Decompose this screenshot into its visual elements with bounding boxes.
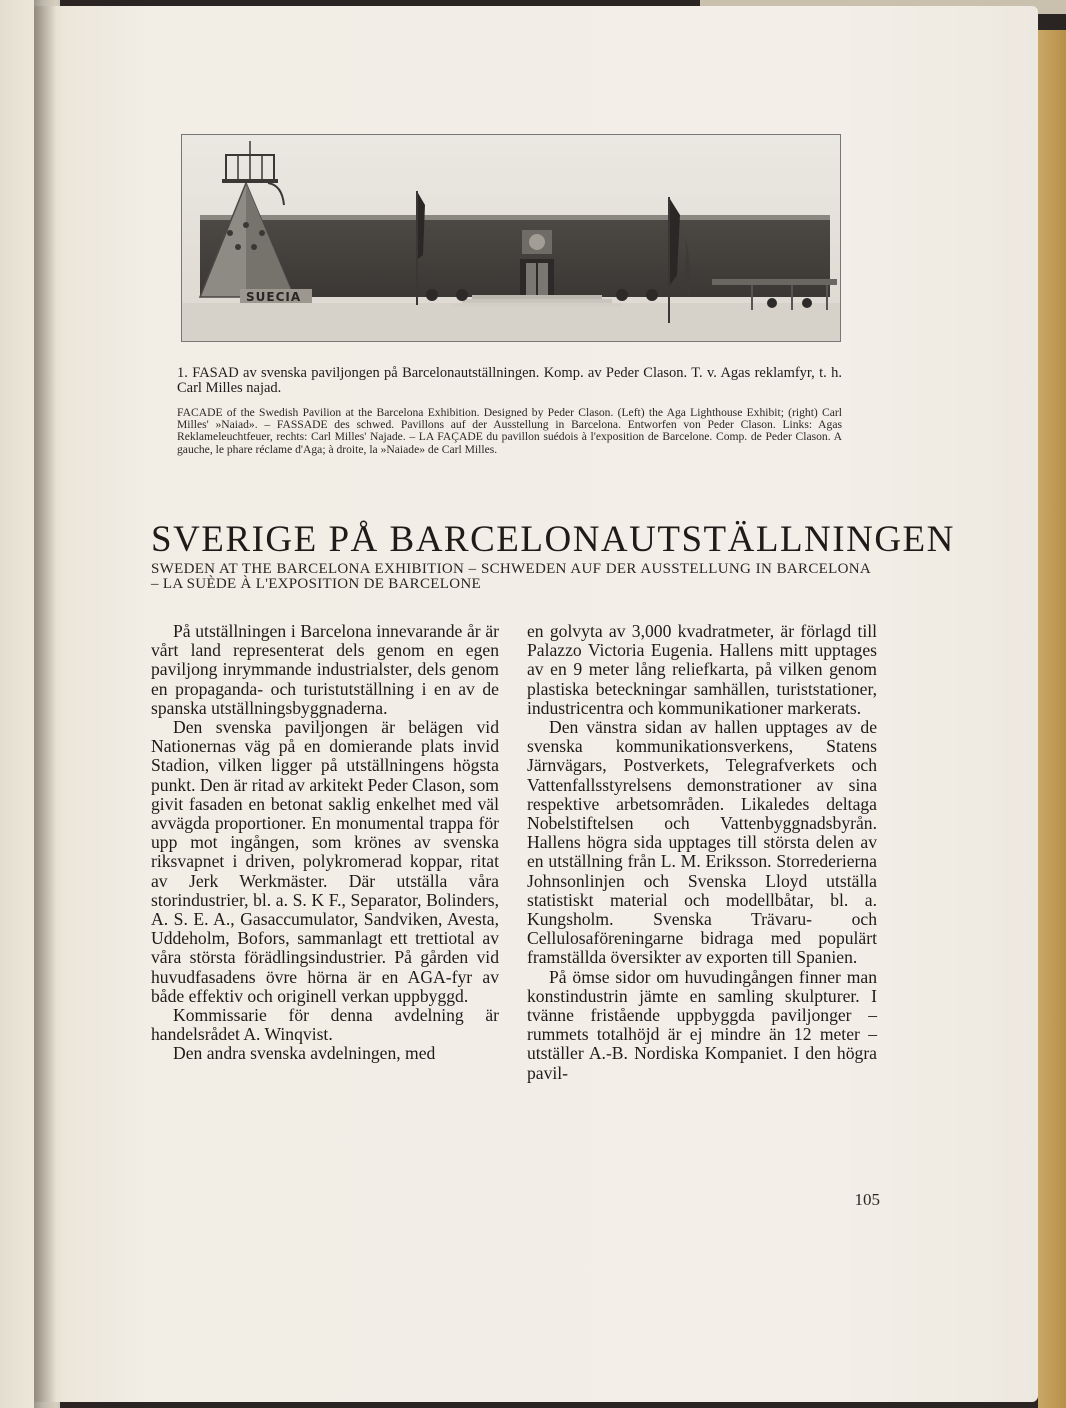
paragraph: Den svenska paviljongen är belägen vid Nationernas väg på en domierande plats invid Stadion, vilken ligger på utställningens högsta punkt. Den är ritad av arkitekt Peder Clason, som givit fasaden en betonat saklig enkelhet med väl avvägda proportioner. En monumental trappa för upp mot ingången, som krönes av svenska riksvapnet i driven, polykromerad koppar, ritat av Jerk Werkmäster. Där utställa våra storindustrier, bl. a. S. K F., Separator, Bolinders, A. S. E. A., Gasaccumulator, Sandviken, Avesta, Uddeholm, Bofors, sammanlagt ett trettiotal av våra största förädlingsindustrier. På gården vid huvudfasadens övre hörna är en AGA-fyr av både effektiv och originell verkan uppbyggd. [151, 717, 499, 1006]
body-column-right [527, 622, 877, 1083]
paragraph: På utställningen i Barcelona innevarande år är vårt land representerat dels genom en egen paviljong inrymmande industrialster, dels genom en propaganda- och turistutställning i en av de spanska utställningsbyggnaderna. [151, 621, 499, 718]
paragraph: Den andra svenska avdelningen, med [173, 1043, 436, 1064]
paragraph-continued: en golvyta av 3,000 kvadratmeter, är förlagd till Palazzo Victoria Eugenia. Hallens mitt upptages av en 9 meter lång reliefkarta, på vilken genom plastiska beteckningar samhällen, turiststationer, industricentra och kommunikationer markerats. [527, 621, 877, 718]
paragraph: Kommissarie för denna avdelning är handelsrådet A. Winqvist. [151, 1005, 499, 1045]
caption-swedish: 1. FASAD av svenska paviljongen på Barcelonautställningen. Komp. av Peder Clason. T. v. Agas reklamfyr, t. h. Carl Milles najad. [177, 365, 842, 396]
page-gutter-shadow [34, 0, 56, 1408]
article-title: SVERIGE PÅ BARCELONAUTSTÄLLNINGEN [151, 519, 955, 560]
right-card-edge [1038, 30, 1066, 1408]
caption-multilingual: FACADE of the Swedish Pavilion at the Barcelona Exhibition. Designed by Peder Clason. (Left) the Aga Lighthouse Exhibit; (right) Carl Milles' »Naiad». – FASSADE des schwed. Pavillons auf der Ausstellung in Barcelona. Entworfen von Peder Clason. Links: Agas Reklameleuchtfeuer, rechts: Carl Milles' Najade. – LA FAÇADE du pavillon suédois à l'exposition de Barcelone. Comp. de Peder Clason. A gauche, le phare réclame d'Aga; à droite, la »Naiade» de Carl Milles. [177, 406, 842, 456]
body-column-left [151, 622, 499, 1064]
suecia-sign: SUECIA [246, 290, 302, 304]
pavilion-photo [181, 134, 841, 342]
page-number: 105 [854, 1190, 880, 1209]
paragraph: Den vänstra sidan av hallen upptages av de svenska kommunikationsverkens, Statens Järnvägars, Postverkets, Telegrafverkets och Vattenfallsstyrelsens demonstrationer av sina respektive arbetsområden. Likaledes deltaga Nobelstiftelsen och Vattenbyggnadsbyrån. Hallens högra sida upptages till största delen av en utställning från L. M. Eriksson. Storrederierna Johnsonlinjen och Svenska Lloyd utställa statistiskt material och modellbåtar, bl. a. Kungsholm. Svenska Trävaru- och Cellulosaföreningarne bidraga med populärt framställda översikter av exporten till Spanien. [527, 717, 877, 968]
article-subtitle: SWEDEN AT THE BARCELONA EXHIBITION – SCHWEDEN AUF DER AUSSTELLUNG IN BARCELONA – LA SUÈDE À L'EXPOSITION DE BARCELONE [151, 561, 871, 592]
paragraph: På ömse sidor om huvudingången finner man konstindustrin jämte en samling skulpturer. I tvänne fristående uppbyggda paviljonger – rummets totalhöjd är ej mindre än 12 meter – utställer A.-B. Nordiska Kompaniet. I den högra pavil- [527, 966, 877, 1083]
